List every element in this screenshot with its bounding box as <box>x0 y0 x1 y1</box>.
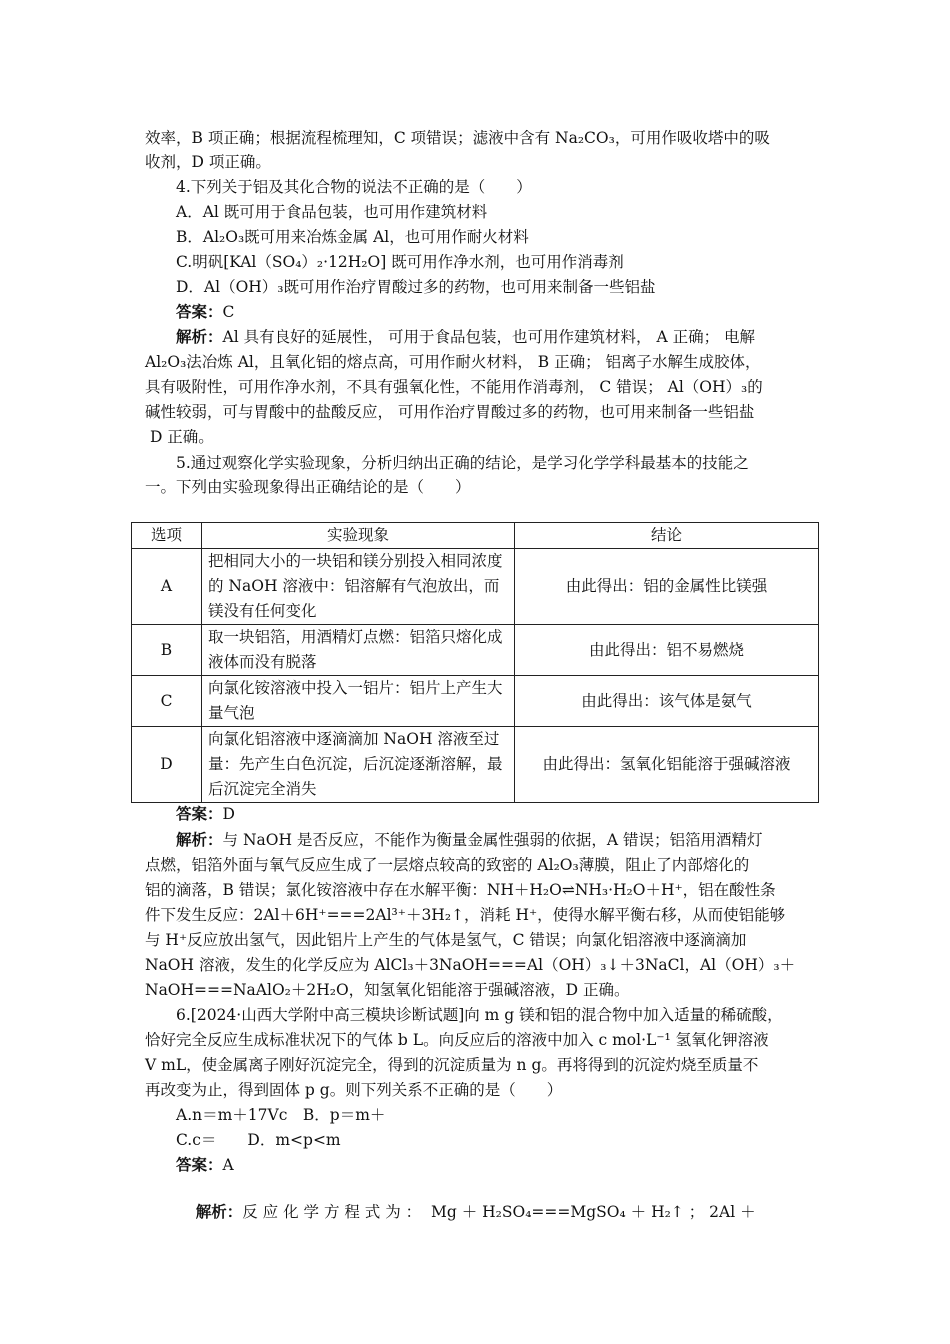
q4-option-d: D．Al（OH）₃既可用作治疗胃酸过多的药物，也可用来制备一些铝盐 <box>176 278 656 296</box>
analysis-text: 反 应 化 学 方 程 式 为 ： Mg ＋ H₂SO₄===MgSO₄ ＋ H₂↑ ； 2Al ＋ <box>242 1203 756 1221</box>
row-conclusion: 由此得出：铝的金属性比镁强 <box>515 549 819 625</box>
analysis-text: Al 具有良好的延展性， 可用于食品包装，也可用作建筑材料， A 正确； 电解 <box>222 328 755 346</box>
row-option: C <box>132 676 202 727</box>
q4-analysis-line-5: D 正确。 <box>145 428 214 446</box>
q5-analysis-line-1 <box>176 829 806 851</box>
prev-explanation-line-2: 收剂，D 项正确。 <box>145 153 271 171</box>
q4-option-b: B．Al₂O₃既可用来冶炼金属 Al，也可用作耐火材料 <box>176 228 529 246</box>
row-conclusion: 由此得出：铝不易燃烧 <box>515 625 819 676</box>
answer-value: A <box>222 1156 234 1174</box>
q6-stem-line-2: 恰好完全反应生成标准状况下的气体 b L。向反应后的溶液中加入 c mol·L⁻¹ 氢氧化钾溶液 <box>145 1031 769 1049</box>
q4-analysis-line-4: 碱性较弱，可与胃酸中的盐酸反应， 可用作治疗胃酸过多的药物，也可用来制备一些铝盐 <box>145 403 755 421</box>
answer-value: D <box>222 805 235 823</box>
row-conclusion: 由此得出：该气体是氨气 <box>515 676 819 727</box>
row-conclusion: 由此得出：氢氧化铝能溶于强碱溶液 <box>515 727 819 803</box>
answer-label: 答案： <box>176 804 223 823</box>
header-option: 选项 <box>132 523 202 549</box>
row-option: A <box>132 549 202 625</box>
q4-answer <box>176 301 806 323</box>
table-row <box>132 625 819 676</box>
q5-answer <box>176 803 806 825</box>
q5-analysis-line-4: 件下发生反应：2Al＋6H⁺===2Al³⁺＋3H₂↑，消耗 H⁺，使得水解平衡右移，从而使铝能够 <box>145 906 786 924</box>
q6-options-line-1: A.n＝m＋17Vc B．p＝m＋ <box>176 1106 386 1124</box>
q4-stem: 4.下列关于铝及其化合物的说法不正确的是（ ） <box>176 178 532 196</box>
header-phenomenon: 实验现象 <box>202 523 515 549</box>
q5-stem-line-1: 5.通过观察化学实验现象，分析归纳出正确的结论，是学习化学学科最基本的技能之 <box>176 454 749 472</box>
row-phenomenon: 把相同大小的一块铝和镁分别投入相同浓度的 NaOH 溶液中：铝溶解有气泡放出，而镁没有任何变化 <box>202 549 515 625</box>
answer-label: 答案： <box>176 1155 223 1174</box>
row-phenomenon: 向氯化铵溶液中投入一铝片：铝片上产生大量气泡 <box>202 676 515 727</box>
header-conclusion: 结论 <box>515 523 819 549</box>
q5-analysis-line-6: NaOH 溶液，发生的化学反应为 AlCl₃＋3NaOH===Al（OH）₃↓＋3NaCl，Al（OH）₃＋ <box>145 956 796 974</box>
q4-option-a: A．Al 既可用于食品包装，也可用作建筑材料 <box>176 203 488 221</box>
analysis-label: 解析： <box>176 327 223 346</box>
row-phenomenon: 向氯化铝溶液中逐滴滴加 NaOH 溶液至过量：先产生白色沉淀，后沉淀逐渐溶解，最后沉淀完全消失 <box>202 727 515 803</box>
analysis-label: 解析： <box>195 1202 243 1221</box>
analysis-label: 解析： <box>176 830 223 849</box>
q4-analysis-line-1 <box>176 326 806 348</box>
answer-value: C <box>222 303 235 321</box>
q6-answer <box>176 1154 806 1176</box>
q5-stem-line-2: 一。下列由实验现象得出正确结论的是（ ） <box>145 478 471 496</box>
q5-analysis-line-7: NaOH===NaAlO₂＋2H₂O，知氢氧化铝能溶于强碱溶液，D 正确。 <box>145 981 630 999</box>
q4-analysis-line-2: Al₂O₃法冶炼 Al，且氧化铝的熔点高，可用作耐火材料， B 正确； 铝离子水解生成胶体， <box>145 353 761 371</box>
row-option: D <box>132 727 202 803</box>
table-row <box>132 676 819 727</box>
q5-analysis-line-5: 与 H⁺反应放出氢气，因此铝片上产生的气体是氢气，C 错误；向氯化铝溶液中逐滴滴加 <box>145 931 747 949</box>
analysis-text: 与 NaOH 是否反应，不能作为衡量金属性强弱的依据，A 错误；铝箔用酒精灯 <box>222 831 763 849</box>
table-row <box>132 727 819 803</box>
q6-analysis-line-1 <box>176 1179 806 1245</box>
q5-analysis-line-2: 点燃，铝箔外面与氧气反应生成了一层熔点较高的致密的 Al₂O₃薄膜，阻止了内部熔化的 <box>145 856 750 874</box>
q4-analysis-line-3: 具有吸附性，可用作净水剂，不具有强氧化性，不能用作消毒剂， C 错误； Al（OH）₃的 <box>145 378 763 396</box>
answer-label: 答案： <box>176 302 223 321</box>
q6-stem-line-1: 6.[2024·山西大学附中高三模块诊断试题]向 m g 镁和铝的混合物中加入适量的稀硫酸， <box>176 1006 783 1024</box>
row-option: B <box>132 625 202 676</box>
q5-table <box>131 522 819 803</box>
table-header-row <box>132 523 819 549</box>
q6-options-line-2: C.c＝ D．m<p<m <box>176 1131 341 1149</box>
row-phenomenon: 取一块铝箔，用酒精灯点燃：铝箔只熔化成液体而没有脱落 <box>202 625 515 676</box>
q6-stem-line-3: V mL，使金属离子刚好沉淀完全，得到的沉淀质量为 n g。再将得到的沉淀灼烧至质量不 <box>145 1056 759 1074</box>
table-row <box>132 549 819 625</box>
q4-option-c: C.明矾[KAl（SO₄）₂·12H₂O] 既可用作净水剂，也可用作消毒剂 <box>176 253 624 271</box>
q6-stem-line-4: 再改变为止，得到固体 p g。则下列关系不正确的是（ ） <box>145 1081 563 1099</box>
prev-explanation-line-1: 效率，B 项正确；根据流程梳理知，C 项错误；滤液中含有 Na₂CO₃，可用作吸收塔中的吸 <box>145 129 770 147</box>
q5-analysis-line-3: 铝的滴落，B 错误；氯化铵溶液中存在水解平衡：NH＋H₂O⇌NH₃·H₂O＋H⁺，铝在酸性条 <box>145 881 776 899</box>
